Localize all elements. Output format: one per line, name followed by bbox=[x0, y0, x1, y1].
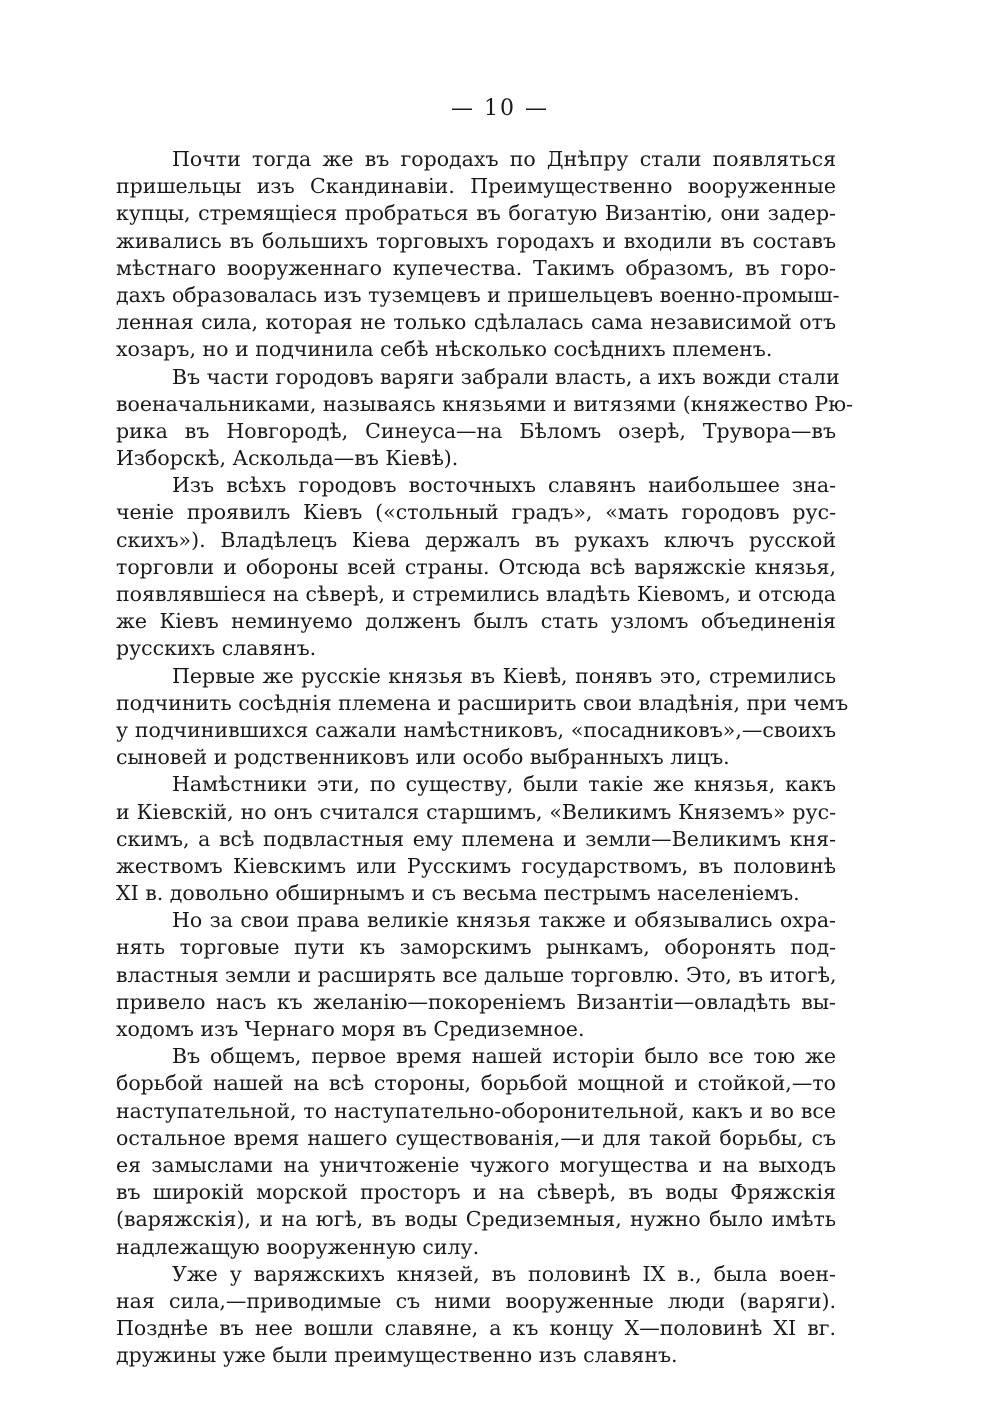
text-line: ходомъ изъ Чернаго моря въ Средиземное. bbox=[116, 1017, 585, 1041]
text-line: XI в. довольно обширнымъ и съ весьма пестрымъ населеніемъ. bbox=[116, 881, 800, 906]
text-line: ченіе проявилъ Кіевъ («стольный градъ», «мать городовъ рус- bbox=[116, 500, 836, 525]
text-line: появлявшіеся на сѣверѣ, и стремились владѣть Кіевомъ, и отсюда bbox=[116, 582, 836, 606]
text-line: привело насъ къ желанію—покореніемъ Византіи—овладѣть вы- bbox=[116, 989, 836, 1014]
text-line: ная сила,—приводимые съ ними вооруженные люди (варяги). bbox=[116, 1288, 836, 1313]
text-line: у подчинившихся сажали намѣстниковъ, «посадниковъ»,—своихъ bbox=[116, 717, 836, 742]
text-line: Но за свои права великіе князья также и обязывались охра- bbox=[172, 908, 836, 933]
text-line: торговли и обороны всей страны. Отсюда всѣ варяжскіе князья, bbox=[116, 554, 836, 579]
text-line: хозаръ, но и подчинила себѣ нѣсколько сосѣднихъ племенъ. bbox=[116, 337, 773, 362]
page-number: — 10 — bbox=[451, 96, 549, 121]
paragraph-2 bbox=[116, 364, 853, 473]
text-line: военачальниками, называясь князьями и витязями (княжество Рю- bbox=[116, 391, 853, 416]
text-line: дахъ образовалась изъ туземцевъ и пришельцевъ военно-промыш- bbox=[116, 282, 840, 307]
paragraph-8 bbox=[116, 1261, 836, 1370]
paragraph-4 bbox=[116, 663, 849, 772]
paragraph-3 bbox=[116, 472, 836, 662]
text-line: наступательной, то наступательно-оборонительной, какъ и во все bbox=[116, 1098, 836, 1123]
text-line: рика въ Новгородѣ, Синеуса—на Бѣломъ озерѣ, Трувора—въ bbox=[116, 418, 836, 443]
text-line: нять торговые пути къ заморскимъ рынкамъ, оборонять под- bbox=[116, 935, 836, 960]
text-line: Уже у варяжскихъ князей, въ половинѣ IX в., была воен- bbox=[172, 1261, 836, 1286]
text-line: Почти тогда же въ городахъ по Днѣпру стали появляться bbox=[172, 147, 836, 171]
text-line: подчинить сосѣднія племена и расширить свои владѣнія, при чемъ bbox=[116, 690, 849, 715]
text-line: ленная сила, которая не только сдѣлалась сама независимой отъ bbox=[116, 310, 836, 335]
text-line: въ широкій морской просторъ и на сѣверѣ, въ воды Фряжскія bbox=[116, 1180, 836, 1205]
text-line: живались въ большихъ торговыхъ городахъ и входили въ составъ bbox=[116, 228, 836, 253]
text-line: Позднѣе въ нее вошли славяне, а къ концу X—половинѣ XI вг. bbox=[116, 1316, 836, 1341]
paragraph-6 bbox=[116, 907, 836, 1043]
text-line: же Кіевъ неминуемо долженъ былъ стать узломъ объединенія bbox=[116, 609, 836, 634]
text-line: Первые же русскіе князья въ Кіевѣ, понявъ это, стремились bbox=[172, 663, 836, 688]
text-line: Въ части городовъ варяги забрали власть, а ихъ вожди стали bbox=[172, 364, 840, 389]
text-line: остальное время нашего существованія,—и для такой борьбы, съ bbox=[116, 1125, 836, 1150]
text-line: Въ общемъ, первое время нашей исторіи было все тою же bbox=[172, 1044, 836, 1069]
paragraph-1 bbox=[116, 146, 840, 364]
paragraph-5 bbox=[116, 771, 836, 907]
body-text bbox=[116, 146, 853, 1369]
text-line: ея замыслами на уничтоженіе чужого могущества и на выходъ bbox=[116, 1152, 836, 1177]
text-line: скихъ»). Владѣлецъ Кіева держалъ въ рукахъ ключъ русской bbox=[116, 527, 836, 552]
text-line: жествомъ Кіевскимъ или Русскимъ государствомъ, въ половинѣ bbox=[116, 853, 836, 878]
text-line: властныя земли и расширять все дальше торговлю. Это, въ итогѣ, bbox=[116, 962, 837, 987]
text-line: и Кіевскій, но онъ считался старшимъ, «Великимъ Княземъ» рус- bbox=[116, 799, 836, 824]
text-line: (варяжскія), и на югѣ, въ воды Средиземныя, нужно было имѣть bbox=[116, 1207, 836, 1232]
text-line: скимъ, а всѣ подвластныя ему племена и земли—Великимъ кня- bbox=[116, 826, 836, 851]
text-line: дружины уже были преимущественно изъ славянъ. bbox=[116, 1343, 678, 1368]
text-line: Намѣстники эти, по существу, были такіе же князья, какъ bbox=[172, 772, 836, 797]
text-line: Изборскѣ, Аскольда—въ Кіевѣ). bbox=[116, 446, 459, 471]
text-line: русскихъ славянъ. bbox=[116, 636, 317, 661]
text-line: купцы, стремящіеся пробраться въ богатую Византію, они задер- bbox=[116, 201, 836, 226]
text-line: сыновей и родственниковъ или особо выбранныхъ лицъ. bbox=[116, 745, 730, 770]
text-line: надлежащую вооруженную силу. bbox=[116, 1234, 480, 1259]
paragraph-7 bbox=[116, 1043, 836, 1261]
text-line: мѣстнаго вооруженнаго купечества. Такимъ образомъ, въ горо- bbox=[116, 255, 836, 280]
text-line: борьбой нашей на всѣ стороны, борьбой мощной и стойкой,—то bbox=[116, 1071, 836, 1096]
text-line: Изъ всѣхъ городовъ восточныхъ славянъ наибольшее зна- bbox=[172, 473, 836, 498]
text-line: пришельцы изъ Скандинавіи. Преимущественно вооруженные bbox=[116, 174, 836, 199]
